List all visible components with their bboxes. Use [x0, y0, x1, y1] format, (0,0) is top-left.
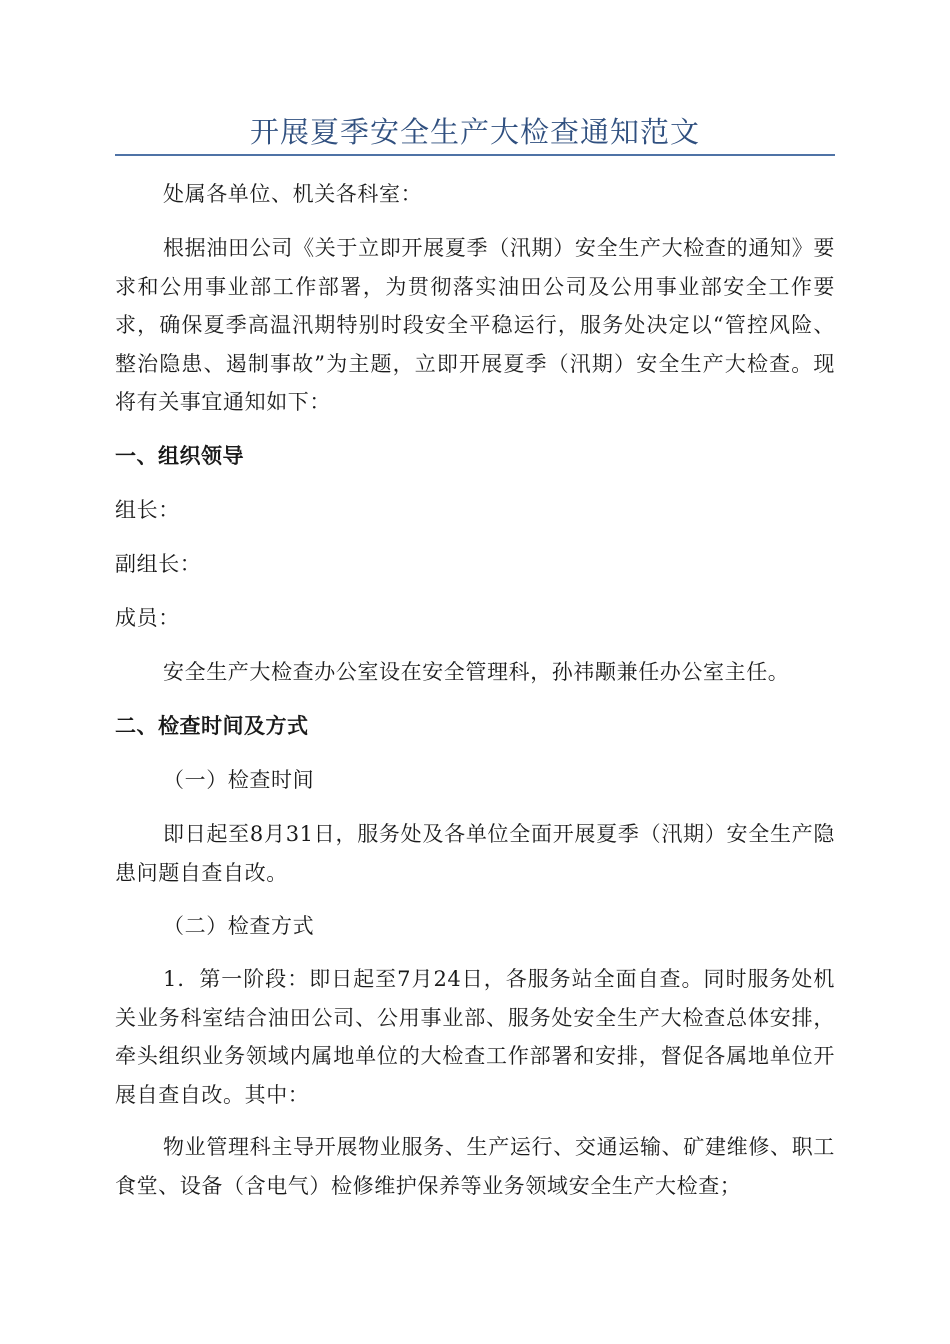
document-title: 开展夏季安全生产大检查通知范文 — [249, 115, 700, 149]
subheading-inspection-time: （一）检查时间 — [163, 768, 315, 792]
deputy-leader-line: 副组长： — [115, 552, 202, 576]
leader-line: 组长： — [115, 498, 180, 522]
subheading-inspection-method: （二）检查方式 — [163, 914, 315, 938]
section-heading-inspection: 二、检查时间及方式 — [115, 714, 309, 738]
property-dept-paragraph: 物业管理科主导开展物业服务、生产运行、交通运输、矿建维修、职工食堂、设备（含电气）检修维护保养等业务领域安全生产大检查； — [115, 1135, 835, 1198]
section-heading-organization: 一、组织领导 — [115, 444, 244, 468]
inspection-time-paragraph: 即日起至8月31日，服务处及各单位全面开展夏季（汛期）安全生产隐患问题自查自改。 — [115, 822, 835, 885]
members-line: 成员： — [115, 606, 180, 630]
intro-paragraph: 根据油田公司《关于立即开展夏季（汛期）安全生产大检查的通知》要求和公用事业部工作部署，为贯彻落实油田公司及公用事业部安全工作要求，确保夏季高温汛期特别时段安全平稳运行，服务处决定以“管控风险、整治隐患、遏制事故”为主题，立即开展夏季（汛期）安全生产大检查。现将有关事宜通知如下： — [115, 236, 835, 414]
office-paragraph: 安全生产大检查办公室设在安全管理科，孙祎颙兼任办公室主任。 — [163, 660, 790, 684]
title-underline — [115, 154, 835, 156]
salutation: 处属各单位、机关各科室： — [163, 182, 423, 206]
stage1-paragraph: 1．第一阶段：即日起至7月24日，各服务站全面自查。同时服务处机关业务科室结合油田公司、公用事业部、服务处安全生产大检查总体安排，牵头组织业务领域内属地单位的大检查工作部署和安排，督促各属地单位开展自查自改。其中： — [115, 967, 835, 1107]
